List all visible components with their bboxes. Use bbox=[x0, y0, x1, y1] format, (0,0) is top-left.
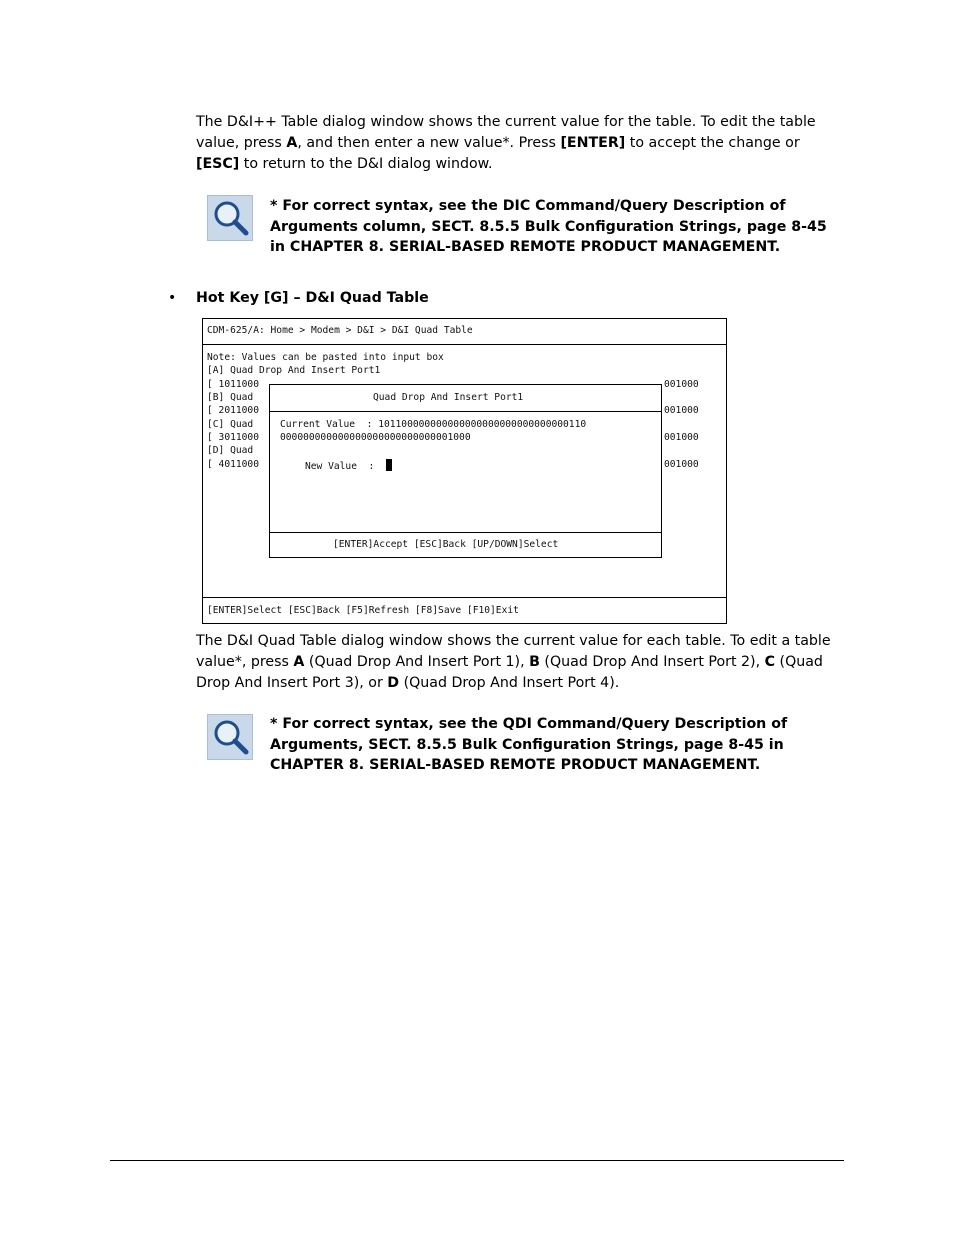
current-value-text-2: 000000000000000000000000000001000 bbox=[280, 432, 471, 443]
terminal-divider-bottom bbox=[203, 597, 726, 598]
new-value-row[interactable] bbox=[305, 459, 392, 473]
terminal-screen bbox=[202, 318, 727, 624]
magnifier-note-icon bbox=[207, 195, 253, 241]
terminal-right-value-c: 001000 bbox=[664, 432, 699, 443]
para2-text-3: (Quad Drop And Insert Port 2), bbox=[539, 654, 765, 670]
dialog-footer: [ENTER]Accept [ESC]Back [UP/DOWN]Select bbox=[333, 539, 559, 550]
terminal-row-d[interactable]: [D] Quad bbox=[207, 445, 254, 456]
terminal-divider-top bbox=[203, 344, 726, 345]
terminal-row-b-value: [ 2011000 bbox=[207, 405, 259, 416]
current-value-text-1: 101100000000000000000000000000000110 bbox=[378, 419, 587, 430]
terminal-row-b[interactable]: [B] Quad bbox=[207, 392, 254, 403]
bullet-marker: • bbox=[168, 290, 177, 306]
page-footer-rule bbox=[110, 1160, 844, 1161]
bullet-heading: Hot Key [G] – D&I Quad Table bbox=[196, 290, 429, 306]
intro-text-3: to accept the change or bbox=[625, 135, 800, 151]
current-value-row bbox=[280, 419, 586, 431]
para2-text-5: (Quad Drop And Insert Port 4). bbox=[399, 675, 620, 691]
intro-key-enter: [ENTER] bbox=[560, 135, 626, 151]
current-value-label: Current Value : bbox=[280, 419, 379, 430]
intro-text-1: The D&I++ Table dialog window shows the current value for the table. To edit the table value, press bbox=[196, 114, 816, 151]
quad-table-paragraph bbox=[196, 631, 846, 694]
intro-text-2: , and then enter a new value*. Press bbox=[297, 135, 561, 151]
terminal-right-value-d: 001000 bbox=[664, 459, 699, 470]
terminal-row-a[interactable]: [A] Quad Drop And Insert Port1 bbox=[207, 365, 381, 376]
note-2: * For correct syntax, see the QDI Command/Query Description of Arguments, SECT. 8.5.5 Bulk Configuration Strings, page 8-45 in CHAPTER 8. SERIAL-BASED REMOTE PRODUCT MANAGEMENT. bbox=[270, 716, 788, 773]
para2-text-4: (Quad Drop And Insert Port 3), or bbox=[196, 654, 823, 691]
dialog-title: Quad Drop And Insert Port1 bbox=[373, 392, 524, 403]
terminal-right-value-b: 001000 bbox=[664, 405, 699, 416]
dialog-divider-bottom bbox=[270, 532, 661, 533]
intro-text-4: to return to the D&I dialog window. bbox=[239, 156, 493, 172]
terminal-breadcrumb: CDM-625/A: Home > Modem > D&I > D&I Quad Table bbox=[207, 325, 473, 336]
new-value-input[interactable] bbox=[386, 459, 392, 471]
terminal-row-c-value: [ 3011000 bbox=[207, 432, 259, 443]
terminal-row-c[interactable]: [C] Quad bbox=[207, 419, 254, 430]
magnifier-note-icon bbox=[207, 714, 253, 760]
dialog-divider-top bbox=[270, 411, 661, 412]
terminal-note: Note: Values can be pasted into input box bbox=[207, 352, 444, 363]
terminal-row-a-value: [ 1011000 bbox=[207, 379, 259, 390]
para2-text-2: (Quad Drop And Insert Port 1), bbox=[304, 654, 530, 670]
para2-key-b: B bbox=[529, 654, 540, 670]
terminal-footer: [ENTER]Select [ESC]Back [F5]Refresh [F8]Save [F10]Exit bbox=[207, 605, 519, 616]
note-1: * For correct syntax, see the DIC Command/Query Description of Arguments column, SECT. 8.5.5 Bulk Configuration Strings, page 8-45 in CHAPTER 8. SERIAL-BASED REMOTE PRODUCT MANAGEMENT. bbox=[270, 198, 827, 255]
terminal-right-value-a: 001000 bbox=[664, 379, 699, 390]
intro-key-esc: [ESC] bbox=[196, 156, 240, 172]
para2-text-1: The D&I Quad Table dialog window shows the current value for each table. To edit a table value*, press bbox=[196, 633, 831, 670]
quad-table-dialog bbox=[269, 384, 662, 558]
para2-key-c: C bbox=[764, 654, 776, 670]
new-value-label: New Value : bbox=[305, 461, 381, 472]
terminal-row-d-value: [ 4011000 bbox=[207, 459, 259, 470]
intro-key-a: A bbox=[286, 135, 298, 151]
para2-key-a: A bbox=[293, 654, 305, 670]
intro-paragraph bbox=[196, 112, 846, 175]
para2-key-d: D bbox=[387, 675, 400, 691]
